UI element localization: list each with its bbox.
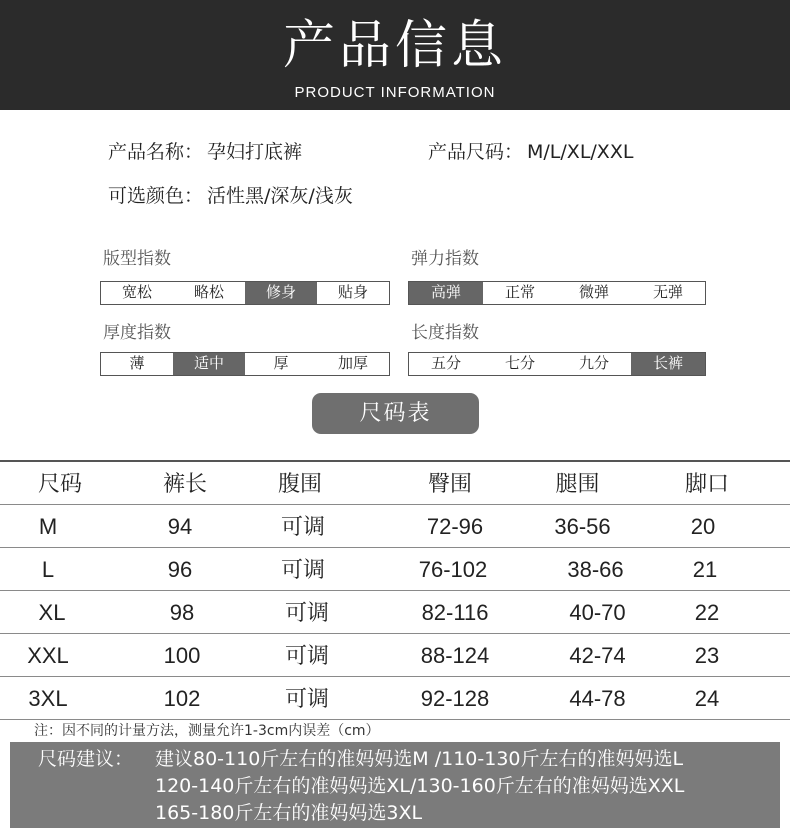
size-advice-line: 165-180斤左右的准妈妈选3XL xyxy=(155,802,423,824)
table-row xyxy=(0,590,790,633)
table-cell: 21 xyxy=(692,557,718,582)
product-size-value: M/L/XL/XXL xyxy=(527,141,634,163)
table-cell: XL xyxy=(38,600,66,625)
table-cell: 可调 xyxy=(284,686,329,711)
fit-index-scale xyxy=(100,281,390,305)
elasticity-option: 正常 xyxy=(504,283,535,301)
table-header-cell: 尺码 xyxy=(37,471,82,496)
fit-option: 宽松 xyxy=(121,283,152,301)
size-table xyxy=(0,460,790,720)
elasticity-index-scale xyxy=(408,281,706,305)
table-header-cell: 腹围 xyxy=(277,471,322,496)
product-size xyxy=(428,140,633,164)
table-cell: 98 xyxy=(169,600,195,625)
size-table-button: 尺码表 xyxy=(312,393,479,434)
table-cell: M xyxy=(38,514,58,539)
size-advice-box xyxy=(10,742,780,828)
table-header-cell: 臀围 xyxy=(427,471,472,496)
measurement-note: 注：因不同的计量方法，测量允许1-3cm内误差（cm） xyxy=(34,723,380,739)
fit-option-selected: 修身 xyxy=(245,282,317,304)
table-cell: 36-56 xyxy=(554,514,611,539)
header-banner xyxy=(0,0,790,110)
table-cell: 82-116 xyxy=(421,600,489,625)
table-cell: 72-96 xyxy=(426,514,484,539)
size-advice-line: 120-140斤左右的准妈妈选XL/130-160斤左右的准妈妈选XXL xyxy=(155,775,685,797)
table-cell: 22 xyxy=(694,600,720,625)
product-colors xyxy=(108,184,353,208)
length-option: 七分 xyxy=(504,354,535,372)
elasticity-option: 微弹 xyxy=(578,283,609,301)
table-header-row xyxy=(0,460,790,504)
fit-option: 略松 xyxy=(193,283,224,301)
table-cell: 20 xyxy=(690,514,716,539)
table-row xyxy=(0,676,790,720)
table-row xyxy=(0,504,790,547)
table-cell: 3XL xyxy=(28,686,68,711)
product-name xyxy=(108,140,302,164)
table-cell: 92-128 xyxy=(420,686,490,711)
product-size-label: 产品尺码： xyxy=(428,141,524,163)
fit-index-label: 版型指数 xyxy=(103,249,171,269)
table-cell: L xyxy=(41,557,55,582)
length-option: 九分 xyxy=(578,354,609,372)
page-subtitle: PRODUCT INFORMATION xyxy=(294,84,496,101)
thickness-option: 厚 xyxy=(273,354,289,372)
length-index-label: 长度指数 xyxy=(411,323,479,343)
thickness-index-scale xyxy=(100,352,390,376)
length-option: 五分 xyxy=(430,354,461,372)
table-header-cell: 脚口 xyxy=(684,471,729,496)
table-cell: XXL xyxy=(27,643,69,668)
length-option-selected: 长裤 xyxy=(631,353,705,375)
table-cell: 23 xyxy=(694,643,720,668)
product-name-value: 孕妇打底裤 xyxy=(207,141,303,163)
table-cell: 可调 xyxy=(280,557,325,582)
table-cell: 可调 xyxy=(280,514,325,539)
thickness-option: 加厚 xyxy=(337,354,368,372)
thickness-option: 薄 xyxy=(129,354,145,372)
elasticity-option-selected: 高弹 xyxy=(409,282,483,304)
table-cell: 40-70 xyxy=(569,600,626,625)
table-cell: 102 xyxy=(163,686,201,711)
table-cell: 100 xyxy=(163,643,201,668)
length-index-scale xyxy=(408,352,706,376)
table-header-cell: 腿围 xyxy=(555,471,600,496)
table-header-cell: 裤长 xyxy=(162,471,207,496)
table-cell: 76-102 xyxy=(418,557,488,582)
table-cell: 88-124 xyxy=(420,643,490,668)
table-cell: 94 xyxy=(167,514,193,539)
thickness-option-selected: 适中 xyxy=(173,353,245,375)
fit-option: 贴身 xyxy=(337,283,368,301)
product-colors-label: 可选颜色： xyxy=(108,185,204,207)
table-cell: 可调 xyxy=(284,643,329,668)
table-cell: 24 xyxy=(694,686,720,711)
size-advice-line: 建议80-110斤左右的准妈妈选M /110-130斤左右的准妈妈选L xyxy=(155,748,684,770)
thickness-index-label: 厚度指数 xyxy=(103,323,171,343)
table-cell: 可调 xyxy=(284,600,329,625)
table-cell: 42-74 xyxy=(569,643,626,668)
product-colors-value: 活性黑/深灰/浅灰 xyxy=(207,185,353,207)
table-cell: 96 xyxy=(167,557,193,582)
table-cell: 44-78 xyxy=(569,686,626,711)
table-row xyxy=(0,547,790,590)
table-cell: 38-66 xyxy=(567,557,624,582)
size-advice-label: 尺码建议： xyxy=(38,748,134,770)
elasticity-option: 无弹 xyxy=(652,283,683,301)
table-row xyxy=(0,633,790,676)
page-title: 产品信息 xyxy=(282,16,507,76)
elasticity-index-label: 弹力指数 xyxy=(411,249,479,269)
product-name-label: 产品名称： xyxy=(108,141,204,163)
